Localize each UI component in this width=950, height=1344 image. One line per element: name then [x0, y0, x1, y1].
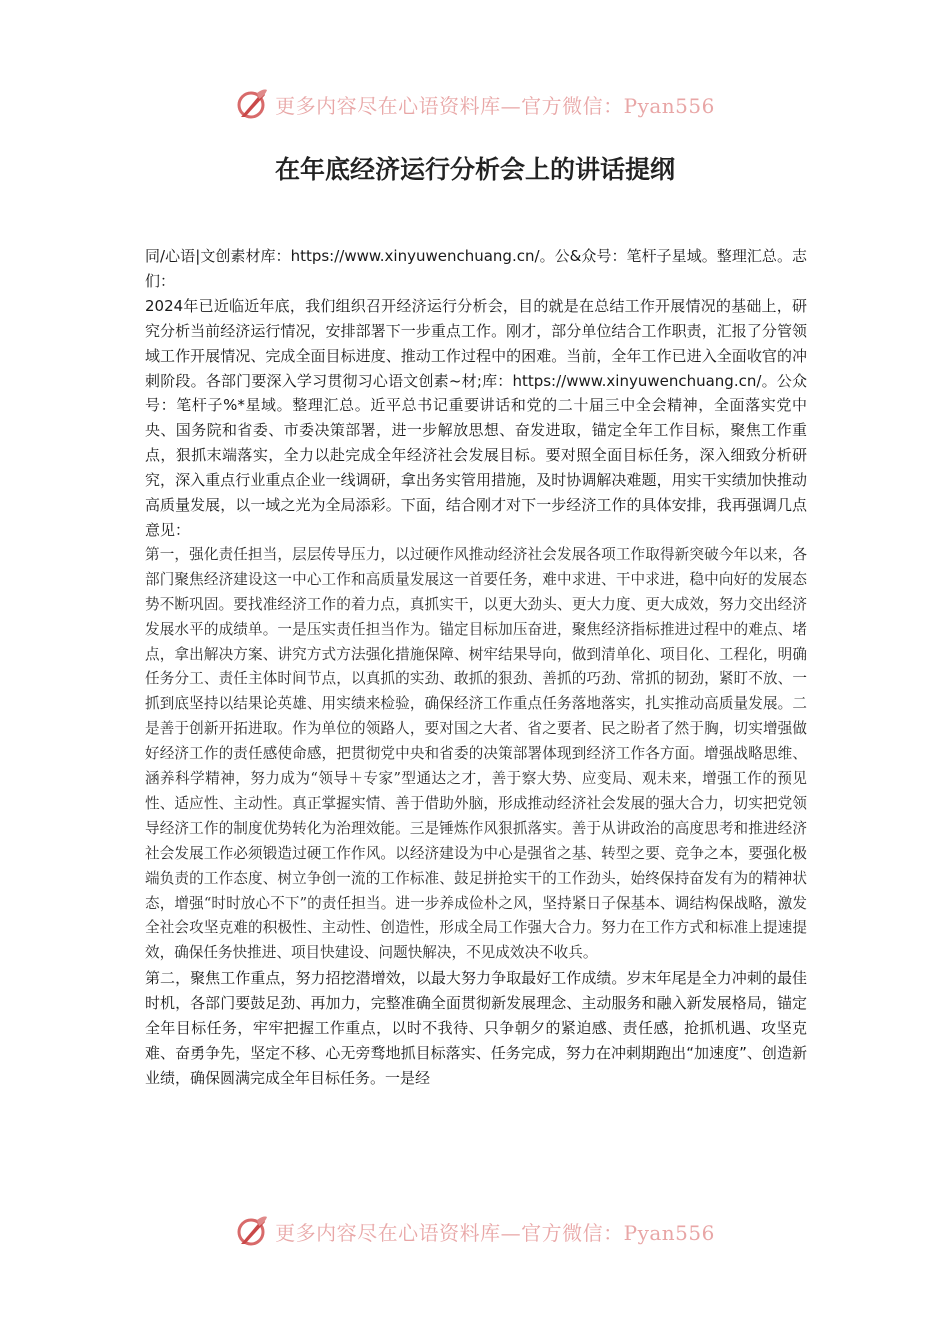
page-title: 在年底经济运行分析会上的讲话提纲 — [274, 155, 675, 184]
paragraph-point-two: 第二，聚焦工作重点，努力招挖潜增效，以最大努力争取最好工作成绩。岁末年尾是全力冲刺的最佳时机，各部门要鼓足劲、再加力，完整准确全面贯彻新发展理念、主动服务和融入新发展格局，锚定全年目标任务，牢牢把握工作重点，以时不我待、只争朝夕的紧迫感、责任感，抢抓机遇、攻坚克难、奋勇争先，坚定不移、心无旁骛地抓目标落实、任务完成，努力在冲刺期跑出“加速度”、创造新业绩，确保圆满完成全年目标任务。一是经 — [145, 969, 807, 1087]
quill-logo-icon — [235, 1214, 269, 1248]
paragraph-point-one: 第一，强化责任担当，层层传导压力，以过硬作风推动经济社会发展各项工作取得新突破今年以来，各部门聚焦经济建设这一中心工作和高质量发展这一首要任务，难中求进、干中求进，稳中向好的发展态势不断巩固。要找准经济工作的着力点，真抓实干，以更大劲头、更大力度、更大成效，努力交出经济发展水平的成绩单。一是压实责任担当作为。锚定目标加压奋进，聚焦经济指标推进过程中的难点、堵点，拿出解决方案、讲究方式方法强化措施保障、树牢结果导向，做到清单化、项目化、工程化，明确任务分工、责任主体时间节点，以真抓的实劲、敢抓的狠劲、善抓的巧劲、常抓的韧劲，紧盯不放、一抓到底坚持以结果论英雄、用实绩来检验，确保经济工作重点任务落地落实，扎实推动高质量发展。二是善于创新开拓进取。作为单位的领路人，要对国之大者、省之要者、民之盼者了然于胸，切实增强做好经济工作的责任感使命感，把贯彻党中央和省委的决策部署体现到经济工作各方面。增强战略思维、涵养科学精神，努力成为“领导＋专家”型通达之才，善于察大势、应变局、观未来，增强工作的预见性、适应性、主动性。真正掌握实情、善于借助外脑，形成推动经济社会发展的强大合力，切实把党领导经济工作的制度优势转化为治理效能。三是锤炼作风狠抓落实。善于从讲政治的高度思考和推进经济社会发展工作必须锻造过硬工作作风。以经济建设为中心是强省之基、转型之要、竞争之本，要强化极端负责的工作态度、树立争创一流的工作标准、鼓足拼抢实干的工作劲头，始终保持奋发有为的精神状态，增强“时时放心不下”的责任担当。进一步养成俭朴之风，坚持紧日子保基本、调结构保战略，激发全社会攻坚克难的积极性、主动性、创造性，形成全局工作强大合力。努力在工作方式和标准上提速提效，确保任务快推进、项目快建设、问题快解决，不见成效决不收兵。 — [145, 545, 807, 962]
quill-logo-icon — [235, 87, 269, 121]
footer-banner — [0, 1211, 950, 1251]
document-body — [145, 244, 807, 1091]
banner-text: 更多内容尽在心语资料库—官方微信：Pyan556 — [275, 93, 715, 118]
header-banner — [0, 84, 950, 124]
paragraph-opening: 2024年已近临近年底，我们组织召开经济运行分析会，目的就是在总结工作开展情况的基础上，研究分析当前经济运行情况，安排部署下一步重点工作。刚才，部分单位结合工作职责，汇报了分管领域工作开展情况、完成全面目标进度、推动工作过程中的困难。当前，全年工作已进入全面收官的冲刺阶段。各部门要深入学习贯彻习心语文创素~材;库：https://www.xinyuwenchuang.cn/。公众号：笔杆子%*星域。整理汇总。近平总书记重要讲话和党的二十届三中全会精神，全面落实党中央、国务院和省委、市委决策部署，进一步解放思想、奋发进取，锚定全年工作目标，聚焦工作重点，狠抓末端落实，全力以赴完成全年经济社会发展目标。要对照全面目标任务，深入细致分析研究，深入重点行业重点企业一线调研，拿出务实管用措施，及时协调解决难题，用实干实绩加快推动高质量发展，以一域之光为全局添彩。下面，结合刚才对下一步经济工作的具体安排，我再强调几点意见： — [145, 296, 807, 539]
paragraph-intro: 同/心语|文创素材库：https://www.xinyuwenchuang.cn/。公&众号：笔杆子星域。整理汇总。志们： — [145, 247, 807, 290]
banner-text: 更多内容尽在心语资料库—官方微信：Pyan556 — [275, 1220, 715, 1245]
